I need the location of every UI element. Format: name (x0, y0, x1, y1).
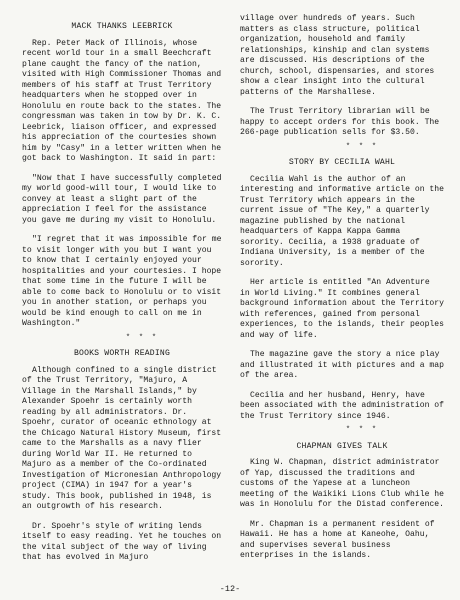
heading-mack-thanks-leebrick: MACK THANKS LEEBRICK (71, 22, 173, 31)
section-separator: * * * (345, 142, 379, 151)
quote-paragraph: "Now that I have successfully completed my world good-will tour, I would like to convey at least a slight part of the appreciation I feel for the assistance you gave me during my visit to Honolulu. (22, 173, 222, 225)
article-paragraph: Rep. Peter Mack of Illinois, whose recent world tour in a small Beechcraft plane caught the fancy of the nation, visited with High Commissioner Thomas and members of his staff at Trust Territory headquarters when he stopped over in Honolulu en route back to the states. The congressman was taken in tow by Dr. K. C. Leebrick, liaison officer, and expressed his appreciation of the courtesies shown him by "Casy" in a letter written when he got back to Washington. It said in part: (22, 38, 222, 163)
section-separator: * * * (125, 333, 159, 342)
article-paragraph: Although confined to a single district of the Trust Territory, "Majuro, A Village in the Marshall Islands," by Alexander Spoehr is certainly worth reading by all administrators. Dr. Spoehr, curator of oceanic ethnology at the Chicago Natural History Museum, first came to the Marshalls as a navy flier during World War II. He returned to Majuro as a member of the Co-ordinated Investigation of Micronesian Anthropology project (CIMA) in 1947 for a year's study. This book, published in 1948, is an outgrowth of his research. (22, 365, 222, 511)
page-number: -12- (219, 584, 241, 594)
article-paragraph: Cecilia and her husband, Henry, have been associated with the administration of the Trust Territory since 1946. (240, 390, 444, 421)
article-paragraph-continued: village over hundreds of years. Such matters as class structure, political organization, household and family relationships, kinship and clan systems are discussed. His descriptions of the church, school, dispensaries, and stores show a clear insight into the cultural patterns of the Marshallese. (240, 14, 435, 97)
article-paragraph: The magazine gave the story a nice play and illustrated it with pictures and a map of the area. (240, 350, 444, 380)
right-column (240, 14, 444, 571)
article-paragraph: Cecilia Wahl is the author of an interesting and informative article on the Trust Territory which appears in the current issue of "The Key," a quarterly magazine published by the national headquarters of Kappa Kappa Gamma sorority. Cecilia, a 1938 graduate of Indiana University, is a member of the sorority. (240, 174, 444, 268)
heading-books-worth-reading: BOOKS WORTH READING (73, 349, 171, 358)
article-paragraph: Her article is entitled "An Adventure in World Living." It combines general background information about the Territory with references, gained from personal experiences, to the islands, their peoples and way of life. (240, 278, 444, 340)
heading-chapman-gives-talk: CHAPMAN GIVES TALK (296, 441, 388, 451)
article-paragraph: Dr. Spoehr's style of writing lends itself to easy reading. Yet he touches on the vital subject of the way of living that has evolved in Majuro (22, 521, 222, 562)
article-paragraph: Mr. Chapman is a permanent resident of Hawaii. He has a home at Kaneohe, Oahu, and supervises several business enterprises in the islands. (240, 519, 435, 560)
heading-story-by-cecilia-wahl: STORY BY CECILIA WAHL (288, 158, 396, 167)
left-column (22, 14, 222, 573)
section-separator: * * * (345, 426, 379, 434)
article-paragraph: The Trust Territory librarian will be happy to accept orders for this book. The 266-page publication sells for $3.50. (240, 107, 440, 137)
article-paragraph: King W. Chapman, district administrator of Yap, discussed the traditions and customs of the Yapese at a luncheon meeting of the Waikiki Lions Club while he was in Honolulu for the Distad conference. (240, 458, 444, 509)
quote-paragraph: "I regret that it was impossible for me to visit longer with you but I want you to know that I certainly enjoyed your hospitalities and your courtesies. I hope that some time in the future I will be able to come back to Honolulu or to visit you in another station, or perhaps you would be kind enough to call on me in Washington." (22, 235, 222, 328)
